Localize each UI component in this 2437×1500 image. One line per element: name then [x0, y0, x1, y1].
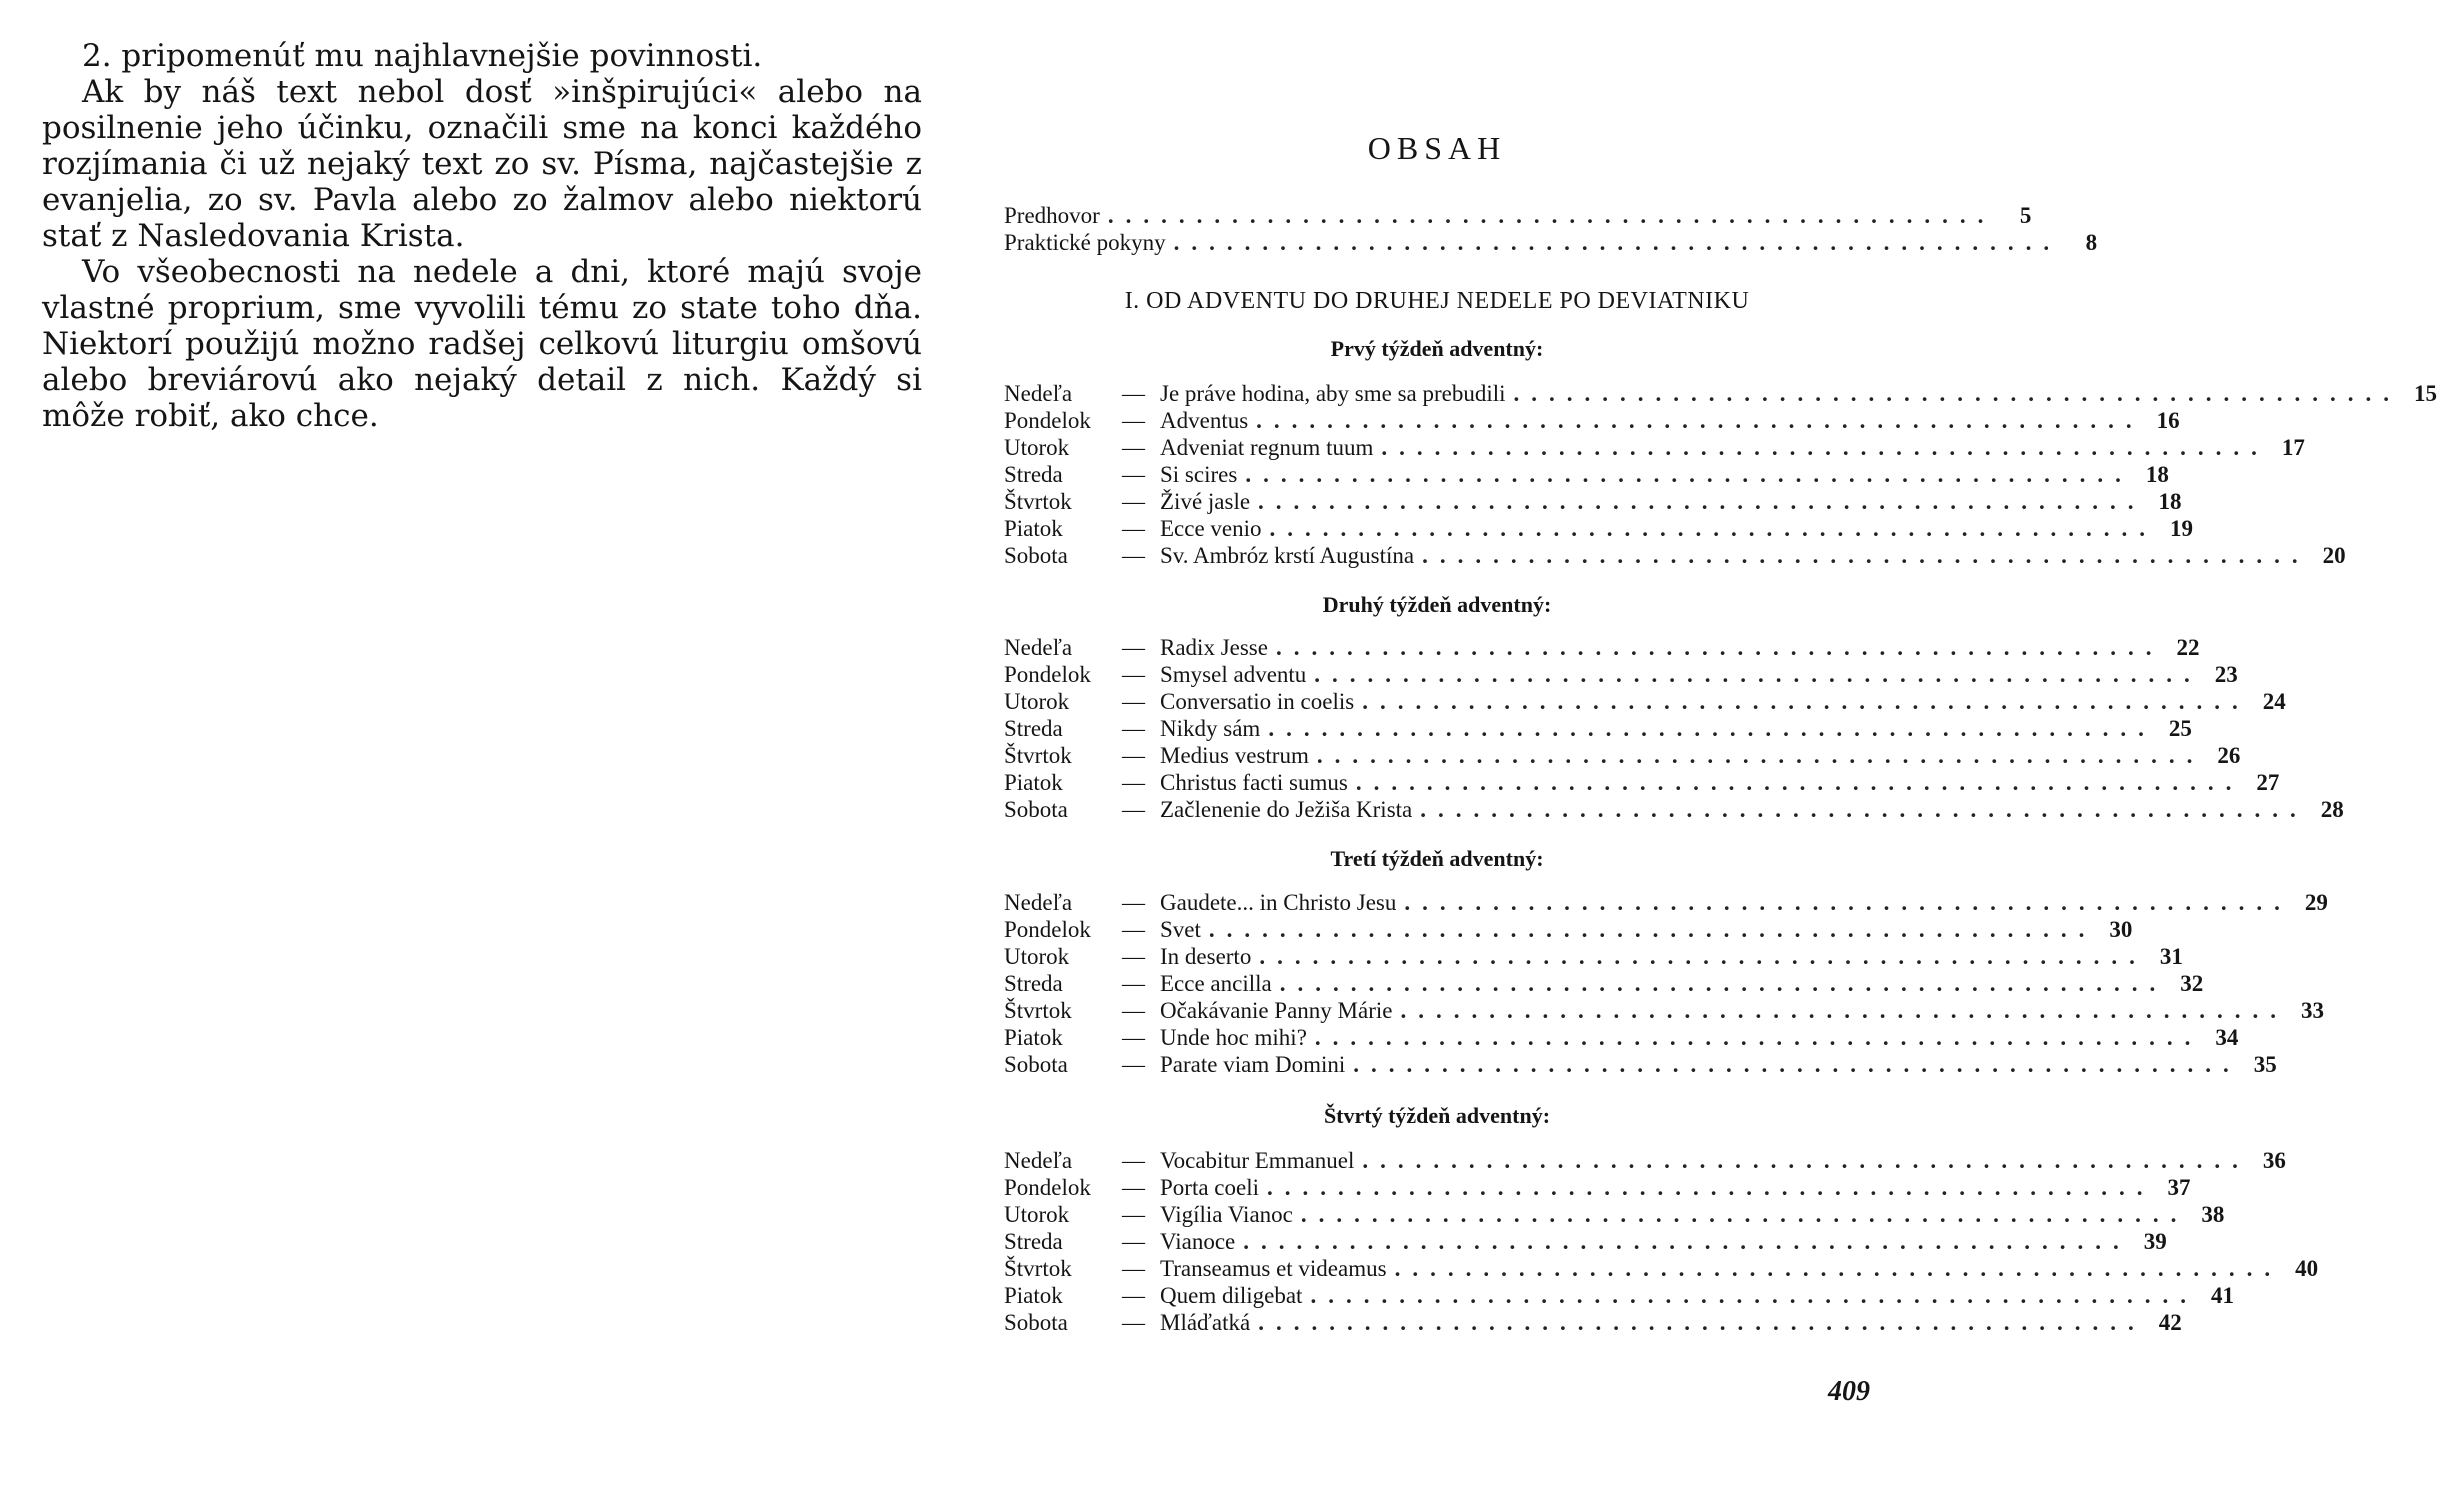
toc-entry-title: Mláďatká: [1160, 1310, 1251, 1335]
toc-entry-page: 28: [2320, 797, 2344, 822]
dot-leader: ..................................................: [1400, 998, 2288, 1023]
dot-leader: ..................................................: [1362, 1148, 2250, 1173]
toc-entry-title: Christus facti sumus: [1160, 770, 1348, 795]
dot-leader: ..................................................: [1314, 662, 2202, 687]
toc-entry-title: Quem diligebat: [1160, 1283, 1303, 1308]
toc-entry: [1004, 516, 2194, 543]
toc-entry: [1004, 635, 2200, 662]
toc-entry: [1004, 770, 2280, 797]
toc-entry-dash: —: [1122, 971, 1145, 996]
toc-entry-page: 35: [2253, 1052, 2277, 1077]
toc-entry-title: Vigília Vianoc: [1160, 1202, 1293, 1227]
toc-entry-title: Medius vestrum: [1160, 743, 1309, 768]
toc-entry-page: 23: [2214, 662, 2238, 687]
week-title: Druhý týždeň adventný:: [1322, 592, 1552, 617]
toc-entry: [1004, 890, 2328, 917]
toc-entry-day: Štvrtok: [1004, 743, 1072, 768]
toc-entry: [1004, 1175, 2191, 1202]
toc-entry-page: 41: [2210, 1283, 2234, 1308]
dot-leader: ..................................................: [1243, 1229, 2131, 1254]
toc-entry-day: Piatok: [1004, 1283, 1063, 1308]
toc-entry-dash: —: [1122, 1229, 1145, 1254]
toc-entry-day: Pondelok: [1004, 662, 1091, 687]
toc-entry-dash: —: [1122, 408, 1145, 433]
toc-entry: [1004, 971, 2204, 998]
toc-entry-dash: —: [1122, 489, 1145, 514]
week-entries: [1004, 1148, 2319, 1337]
toc-entry-page: 18: [2158, 489, 2182, 514]
week-entries: [1004, 635, 2344, 824]
toc-entry-page: 33: [2300, 998, 2324, 1023]
toc-entry: [1004, 689, 2286, 716]
dot-leader: ..................................................: [1259, 944, 2147, 969]
toc-entry: [1004, 203, 2032, 230]
toc-entry-day: Štvrtok: [1004, 489, 1072, 514]
toc-entry-title: Transeamus et videamus: [1160, 1256, 1387, 1281]
toc-entry-day: Streda: [1004, 716, 1063, 741]
toc-entry-dash: —: [1122, 917, 1145, 942]
toc-entry-title: Si scires: [1160, 462, 1238, 487]
dot-leader: ..................................................: [1513, 381, 2402, 406]
dot-leader: ..................................................: [1107, 203, 1996, 228]
toc-entry-title: Ecce venio: [1160, 516, 1262, 541]
dot-leader: ..................................................: [1258, 489, 2146, 514]
toc-entry-page: 19: [2170, 516, 2194, 541]
toc-entry: [1004, 998, 2324, 1025]
toc-entry: [1004, 1283, 2234, 1310]
toc-entry: [1004, 743, 2241, 770]
toc-entry-title: Vianoce: [1160, 1229, 1236, 1254]
toc-entry-title: Adveniat regnum tuum: [1160, 435, 1374, 460]
toc-entry-title: Svet: [1160, 917, 1201, 942]
toc-entry-title: Unde hoc mihi?: [1160, 1025, 1307, 1050]
toc-entry-dash: —: [1122, 1310, 1145, 1335]
toc-entry-page: 31: [2159, 944, 2183, 969]
toc-entry: [1004, 917, 2133, 944]
toc-entry: [1004, 381, 2437, 408]
toc-entry: [1004, 1229, 2167, 1256]
dot-leader: ..................................................: [1404, 890, 2292, 915]
toc-entry: [1004, 662, 2238, 689]
week-title: Prvý týždeň adventný:: [1330, 336, 1544, 361]
toc-entry-day: Piatok: [1004, 516, 1063, 541]
dot-leader: ..................................................: [1245, 462, 2133, 487]
toc-entry-day: Streda: [1004, 971, 1063, 996]
dot-leader: ..................................................: [1269, 516, 2158, 541]
toc-entry-day: Nedeľa: [1004, 1148, 1073, 1173]
toc-entry: [1004, 1310, 2182, 1337]
toc-entry-dash: —: [1122, 1256, 1145, 1281]
toc-entry-day: Streda: [1004, 1229, 1063, 1254]
week-entries: [1004, 890, 2328, 1079]
toc-entry-dash: —: [1122, 543, 1145, 568]
toc-entry-day: Utorok: [1004, 944, 1070, 969]
toc-entry-dash: —: [1122, 890, 1145, 915]
toc-entry-title: Parate viam Domini: [1160, 1052, 1346, 1077]
toc-entry-dash: —: [1122, 998, 1145, 1023]
toc-entry-title: Očakávanie Panny Márie: [1160, 998, 1393, 1023]
toc-entry-title: Začlenenie do Ježiša Krista: [1160, 797, 1413, 822]
toc-entry-day: Utorok: [1004, 435, 1070, 460]
dot-leader: ..................................................: [1173, 230, 2062, 255]
toc-entry: [1004, 1256, 2319, 1283]
week-entries: [1004, 381, 2437, 570]
toc-entry-page: 29: [2304, 890, 2328, 915]
toc-entry-dash: —: [1122, 1025, 1145, 1050]
toc-entry-dash: —: [1122, 1202, 1145, 1227]
toc-entry-page: 42: [2158, 1310, 2182, 1335]
toc-entry-title: Vocabitur Emmanuel: [1160, 1148, 1355, 1173]
toc-entry-page: 24: [2262, 689, 2286, 714]
toc-entry-day: Pondelok: [1004, 408, 1091, 433]
toc-entry: [1004, 1052, 2277, 1079]
week-title: Tretí týždeň adventný:: [1330, 846, 1544, 871]
toc-entry-day: Sobota: [1004, 1310, 1068, 1335]
dot-leader: ..................................................: [1394, 1256, 2283, 1281]
week-title: Štvrtý týždeň adventný:: [1323, 1103, 1551, 1128]
toc-entry-page: 22: [2176, 635, 2200, 660]
toc-entry-day: Štvrtok: [1004, 998, 1072, 1023]
left-paragraph-2: Ak by náš text nebol dosť »inšpirujúci« alebo na posilnenie jeho účinku, označili sme na konci každého rozjímania či už nejaký text zo sv. Písma, najčastejšie z evanjelia, zo sv. Pavla alebo zo žalmov alebo niektorú stať z Nasledovania Krista.: [42, 74, 922, 254]
toc-entry-dash: —: [1122, 770, 1145, 795]
toc-entry-title: Je práve hodina, aby sme sa prebudili: [1160, 381, 1506, 406]
toc-entry-title: Gaudete... in Christo Jesu: [1160, 890, 1397, 915]
toc-entry-title: Praktické pokyny: [1004, 230, 1166, 255]
toc-entry-page: 26: [2217, 743, 2241, 768]
toc-entry: [1004, 797, 2344, 824]
toc-entry-dash: —: [1122, 689, 1145, 714]
toc-entry-dash: —: [1122, 1175, 1145, 1200]
toc-entry-page: 8: [2085, 230, 2098, 255]
dot-leader: ..................................................: [1256, 408, 2144, 433]
toc-intro-list: [1004, 203, 2098, 257]
left-paragraph-1: 2. pripomenúť mu najhlavnejšie povinnosti.: [82, 38, 763, 74]
toc-entry-dash: —: [1122, 635, 1145, 660]
toc-entry-day: Streda: [1004, 462, 1063, 487]
left-paragraph-3: Vo všeobecnosti na nedele a dni, ktoré majú svoje vlastné proprium, sme vyvolili tému zo state toho dňa. Niektorí použijú možno radšej celkovú liturgiu omšovú alebo breviárovú ako nejaký detail z nich. Každý si môže robiť, ako chce.: [42, 254, 922, 434]
toc-entry-dash: —: [1122, 944, 1145, 969]
toc-entry-page: 40: [2295, 1256, 2319, 1281]
toc-entry: [1004, 716, 2192, 743]
toc-entry-page: 38: [2201, 1202, 2225, 1227]
toc-entry-title: Porta coeli: [1160, 1175, 1259, 1200]
toc-entry-page: 25: [2168, 716, 2192, 741]
toc-entry-day: Sobota: [1004, 543, 1068, 568]
toc-entry-dash: —: [1122, 1052, 1145, 1077]
toc-entry-dash: —: [1122, 1283, 1145, 1308]
toc-entry-title: In deserto: [1160, 944, 1252, 969]
toc-entry-day: Piatok: [1004, 770, 1063, 795]
toc-entry-page: 20: [2322, 543, 2346, 568]
dot-leader: ..................................................: [1353, 1052, 2241, 1077]
toc-entry-title: Predhovor: [1004, 203, 1100, 228]
toc-entry-dash: —: [1122, 662, 1145, 687]
toc-entry: [1004, 1025, 2239, 1052]
toc-entry: [1004, 944, 2183, 971]
dot-leader: ..................................................: [1310, 1283, 2198, 1308]
toc-entry-day: Nedeľa: [1004, 381, 1073, 406]
dot-leader: ..................................................: [1208, 917, 2097, 942]
toc-entry-dash: —: [1122, 435, 1145, 460]
toc-heading: OBSAH: [1367, 130, 1507, 166]
toc-entry-page: 36: [2262, 1148, 2286, 1173]
toc-entry-title: Conversatio in coelis: [1160, 689, 1355, 714]
toc-entry-day: Štvrtok: [1004, 1256, 1072, 1281]
toc-entry-page: 37: [2167, 1175, 2191, 1200]
dot-leader: ..................................................: [1300, 1202, 2189, 1227]
toc-entry-title: Adventus: [1160, 408, 1249, 433]
toc-entry-day: Sobota: [1004, 797, 1068, 822]
toc-entry-dash: —: [1122, 716, 1145, 741]
toc-entry-day: Utorok: [1004, 1202, 1070, 1227]
part-title: I. OD ADVENTU DO DRUHEJ NEDELE PO DEVIATNIKU: [1124, 288, 1750, 314]
dot-leader: ..................................................: [1362, 689, 2250, 714]
dot-leader: ..................................................: [1316, 743, 2205, 768]
toc-entry: [1004, 489, 2182, 516]
dot-leader: ..................................................: [1381, 435, 2269, 460]
toc-entry-title: Nikdy sám: [1160, 716, 1261, 741]
toc-entry-day: Pondelok: [1004, 1175, 1091, 1200]
dot-leader: ..................................................: [1314, 1025, 2203, 1050]
toc-entry-page: 5: [2019, 203, 2032, 228]
toc-entry-day: Pondelok: [1004, 917, 1091, 942]
dot-leader: ..................................................: [1355, 770, 2244, 795]
toc-entry-title: Radix Jesse: [1160, 635, 1268, 660]
toc-entry-page: 17: [2281, 435, 2305, 460]
toc-entry-page: 27: [2256, 770, 2280, 795]
toc-entry-dash: —: [1122, 743, 1145, 768]
toc-entry: [1004, 408, 2180, 435]
toc-entry-page: 34: [2215, 1025, 2239, 1050]
toc-entry-day: Utorok: [1004, 689, 1070, 714]
dot-leader: ..................................................: [1279, 971, 2168, 996]
toc-entry-dash: —: [1122, 462, 1145, 487]
toc-entry-page: 30: [2109, 917, 2133, 942]
toc-entry-dash: —: [1122, 797, 1145, 822]
toc-entry-day: Sobota: [1004, 1052, 1068, 1077]
dot-leader: ..................................................: [1258, 1310, 2146, 1335]
page-number: 409: [1828, 1376, 1870, 1407]
toc-entry-title: Smysel adventu: [1160, 662, 1307, 687]
dot-leader: ..................................................: [1267, 1175, 2155, 1200]
left-page: [42, 38, 922, 434]
toc-entry-dash: —: [1122, 381, 1145, 406]
dot-leader: ..................................................: [1275, 635, 2164, 660]
toc-entry: [1004, 543, 2346, 570]
toc-entry-page: 39: [2143, 1229, 2167, 1254]
toc-entry-title: Ecce ancilla: [1160, 971, 1272, 996]
toc-entry: [1004, 230, 2098, 257]
toc-entry-dash: —: [1122, 1148, 1145, 1173]
toc-entry: [1004, 435, 2305, 462]
toc-entry-day: Nedeľa: [1004, 635, 1073, 660]
toc-entry-title: Sv. Ambróz krstí Augustína: [1160, 543, 1415, 568]
dot-leader: ..................................................: [1422, 543, 2310, 568]
toc-entry-page: 18: [2145, 462, 2169, 487]
toc-entry-dash: —: [1122, 516, 1145, 541]
toc-entry-page: 16: [2156, 408, 2180, 433]
toc-entry: [1004, 1202, 2225, 1229]
toc-entry-day: Piatok: [1004, 1025, 1063, 1050]
toc-entry: [1004, 1148, 2286, 1175]
toc-entry-day: Nedeľa: [1004, 890, 1073, 915]
toc-entry-title: Živé jasle: [1160, 489, 1251, 514]
right-page: [1004, 0, 2437, 1500]
dot-leader: ..................................................: [1268, 716, 2156, 741]
toc-entry-page: 32: [2180, 971, 2204, 996]
toc-entry: [1004, 462, 2169, 489]
dot-leader: ..................................................: [1420, 797, 2308, 822]
toc-entry-page: 15: [2414, 381, 2437, 406]
